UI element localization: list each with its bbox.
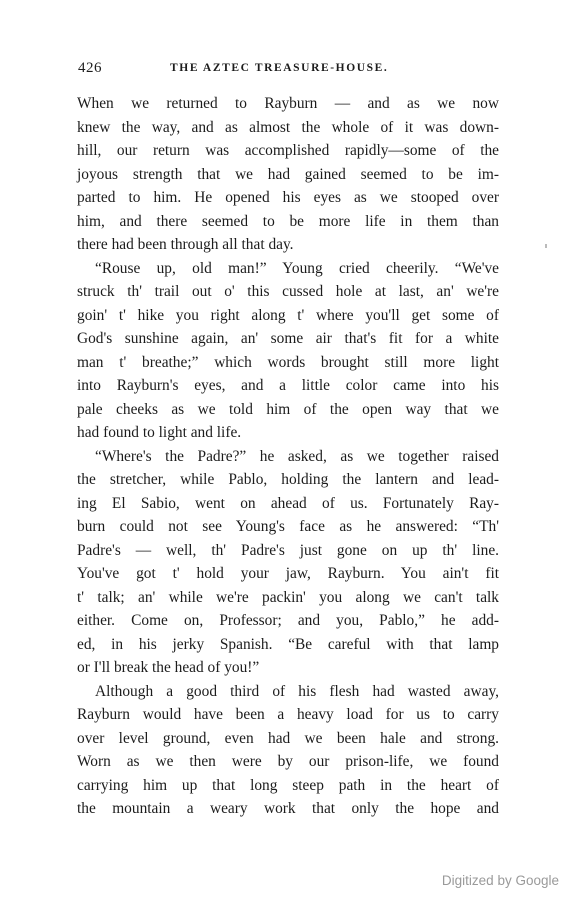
text-line: carrying him up that long steep path in the heart of — [77, 776, 499, 794]
text-line: Rayburn would have been a heavy load for us to carry — [77, 706, 499, 723]
text-line: struck th' trail out o' this cussed hole at last, an' we're — [77, 283, 499, 300]
digitized-watermark: Digitized by Google — [441, 873, 559, 888]
text-line: man t' breathe;” which words brought still more light — [77, 353, 499, 371]
text-line: him, and there seemed to be more life in them than — [77, 212, 499, 230]
text-line: either. Come on, Professor; and you, Pablo,” he add- — [77, 612, 499, 629]
text-line: When we returned to Rayburn — and as we now — [77, 95, 499, 112]
text-line: “Where's the Padre?” he asked, as we together raised — [95, 447, 499, 465]
text-line: Padre's — well, th' Padre's just gone on up th' line. — [77, 541, 499, 559]
text-line: there had been through all that day. — [77, 236, 294, 253]
page-number: 426 — [78, 60, 102, 76]
text-line: the stretcher, while Pablo, holding the lantern and lead- — [77, 471, 499, 488]
text-line: You've got t' hold your jaw, Rayburn. You ain't fit — [77, 565, 499, 582]
text-line: knew the way, and as almost the whole of it was down- — [77, 118, 499, 136]
text-line: ing El Sabio, went on ahead of us. Fortunately Ray- — [77, 494, 499, 512]
text-line: over level ground, even had we been hale and strong. — [77, 729, 499, 747]
text-line: had found to light and life. — [77, 424, 242, 441]
text-line: joyous strength that we had gained seemed to be im- — [77, 165, 499, 183]
text-line: ed, in his jerky Spanish. “Be careful with that lamp — [77, 635, 499, 653]
text-line: or I'll break the head of you!” — [77, 659, 260, 676]
text-line: parted to him. He opened his eyes as we stooped over — [77, 189, 499, 206]
text-line: Worn as we then were by our prison-life, we found — [77, 753, 499, 770]
text-line: t' talk; an' while we're packin' you along we can't talk — [77, 588, 499, 606]
text-line: hill, our return was accomplished rapidly—some of the — [77, 142, 499, 159]
text-line: burn could not see Young's face as he answered: “Th' — [77, 518, 499, 535]
text-line: goin' t' hike you right along t' where you'll get some of — [77, 306, 499, 324]
text-line: “Rouse up, old man!” Young cried cheerily. “We've — [95, 259, 499, 277]
text-line: into Rayburn's eyes, and a little color came into his — [77, 377, 499, 394]
running-title: THE AZTEC TREASURE-HOUSE. — [170, 62, 389, 74]
text-line: the mountain a weary work that only the hope and — [77, 800, 499, 817]
text-line: Although a good third of his flesh had wasted away, — [95, 682, 499, 700]
page-header — [78, 60, 498, 82]
text-line: God's sunshine again, an' some air that's fit for a white — [77, 330, 499, 347]
text-line: pale cheeks as we told him of the open way that we — [77, 400, 499, 418]
body-text — [77, 92, 499, 821]
margin-mark — [545, 244, 547, 248]
